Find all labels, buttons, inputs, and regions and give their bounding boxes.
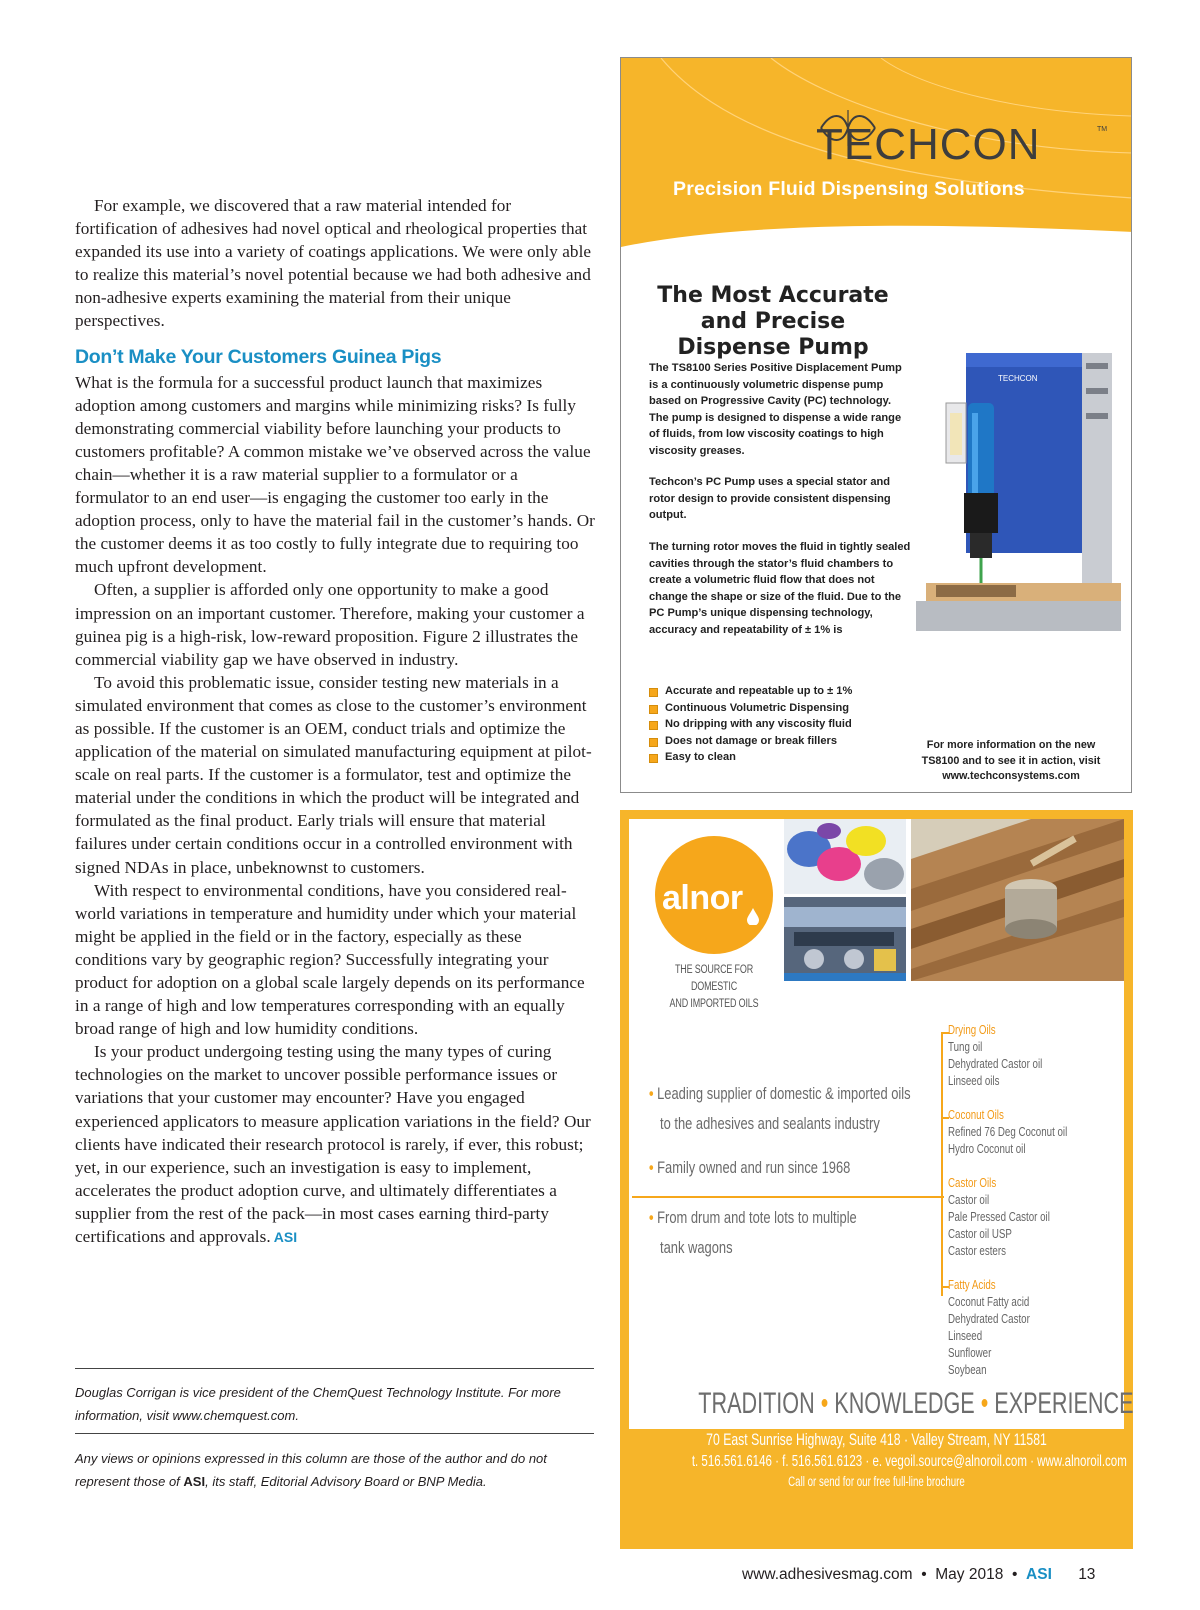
ad-headline-line: Dispense Pump bbox=[677, 335, 869, 360]
printing-press-image bbox=[784, 897, 906, 981]
article-paragraph-last bbox=[75, 1040, 595, 1249]
article-paragraph: With respect to environmental conditions, have you considered real-world variations in temperature and humidity under which your material might be applied in the field or in the factory, especially as these conditions vary by geographic region? Successfully integrating your product for adoption on a global scale largely depends on its performance in a range of high and low temperatures corresponding with an equally broad range of high and low humidity conditions. bbox=[75, 880, 585, 1039]
page-number: 13 bbox=[1078, 1566, 1096, 1583]
oil-item: Castor esters bbox=[948, 1244, 1006, 1258]
article-paragraph-text: Is your product undergoing testing using the many types of curing technologies on the market to uncover possible performance issues or variations that your customer may encounter? Have you engaged experienced applicators to measure application variations in the field? Our clients have indicated their research protocol is rarely, if ever, this robust; yet, in our experience, such an investigation is easy to implement, accelerates the product adoption curve, and ultimately differentiates a supplier from the rest of the pack—in most cases earning third-party certifications and approvals. bbox=[75, 1042, 591, 1247]
selling-point bbox=[649, 1158, 850, 1178]
feature-item: Does not damage or break fillers bbox=[649, 733, 852, 750]
oil-group-drying bbox=[948, 1022, 1042, 1090]
selling-point bbox=[649, 1084, 911, 1104]
disclaimer-text: Any views or opinions expressed in this column are those of the author and do not represent those of bbox=[75, 1451, 547, 1489]
alnor-address: 70 East Sunrise Highway, Suite 418 · Valley Stream, NY 11581 bbox=[706, 1430, 1047, 1449]
feature-item: No dripping with any viscosity fluid bbox=[649, 716, 852, 733]
page-footer bbox=[742, 1566, 1095, 1584]
oil-group-title: Drying Oils bbox=[948, 1023, 996, 1037]
oil-item: Tung oil bbox=[948, 1040, 983, 1054]
oil-group-coconut bbox=[948, 1107, 1067, 1158]
end-mark: ASI bbox=[273, 1229, 298, 1246]
techcon-logo: TECHCON bbox=[816, 120, 1041, 169]
disclaimer-text-end: , its staff, Editorial Advisory Board or BNP Media. bbox=[205, 1474, 487, 1489]
ad-tagline: Precision Fluid Dispensing Solutions bbox=[673, 178, 1025, 200]
ad-headline bbox=[643, 283, 903, 361]
ad-body-text: The turning rotor moves the fluid in tightly sealed cavities through the stator’s fluid chambers to create a volumetric fluid flow that does not change the shape or size of the fluid. Due to the PC Pump’s unique dispensing technology, accuracy and repeatability of ± 1% is bbox=[649, 541, 911, 636]
machine-label: TECHCON bbox=[998, 374, 1038, 383]
dispense-pump-image bbox=[906, 343, 1121, 643]
selling-point-text: From drum and tote lots to multiple bbox=[657, 1208, 857, 1227]
alnor-cta: Call or send for our free full-line brochure bbox=[788, 1474, 965, 1489]
article-column bbox=[75, 194, 595, 1249]
alnor-ad-panel bbox=[629, 819, 1134, 1429]
footer-brand: ASI bbox=[1026, 1566, 1052, 1583]
divider bbox=[75, 1368, 594, 1369]
selling-point-continued: tank wagons bbox=[660, 1238, 733, 1257]
selling-point-text: Family owned and run since 1968 bbox=[657, 1158, 851, 1177]
disclaimer-brand: ASI bbox=[183, 1474, 206, 1489]
oil-item: Linseed oils bbox=[948, 1074, 1000, 1088]
footer-separator: • bbox=[1011, 1566, 1018, 1583]
oil-group-title: Castor Oils bbox=[948, 1176, 997, 1190]
alnor-logo: alnor bbox=[662, 879, 743, 917]
trademark: TM bbox=[1097, 126, 1108, 133]
footer-date: May 2018 bbox=[935, 1566, 1004, 1583]
alnor-contact[interactable]: t. 516.561.6146 · f. 516.561.6123 · e. vegoil.source@alnoroil.com · www.alnoroil.com bbox=[691, 1453, 1127, 1470]
feature-item: Continuous Volumetric Dispensing bbox=[649, 700, 852, 717]
bullet-icon: • bbox=[649, 1084, 658, 1103]
techcon-ad[interactable] bbox=[620, 57, 1132, 793]
paint-cans-image bbox=[784, 819, 906, 894]
oil-group-castor bbox=[948, 1175, 1050, 1260]
selling-point bbox=[649, 1208, 857, 1228]
motto-separator: • bbox=[820, 1387, 829, 1420]
feature-item: Easy to clean bbox=[649, 749, 852, 766]
oil-group-fatty-acids bbox=[948, 1277, 1030, 1379]
oil-drop-icon bbox=[746, 907, 760, 925]
selling-point-text: Leading supplier of domestic & imported oils bbox=[657, 1084, 911, 1103]
oil-item: Sunflower bbox=[948, 1346, 992, 1360]
oil-item: Coconut Fatty acid bbox=[948, 1295, 1030, 1309]
article-paragraph: To avoid this problematic issue, consider testing new materials in a simulated environment that comes as close to the customer’s environment as possible. If the customer is an OEM, conduct trials and optimize the application of the material on simulated manufacturing equipment at pilot-scale on real parts. If the customer is a formulator, test and optimize the material under the conditions in which the product will be integrated and formulated as the final product. Early trials will ensure that material failures under certain conditions occur in a controlled environment with signed NDAs in place, unbeknownst to customers. bbox=[75, 672, 592, 877]
motto-word: EXPERIENCE bbox=[994, 1387, 1134, 1420]
oil-item: Pale Pressed Castor oil bbox=[948, 1210, 1050, 1224]
ad-body-text: Techcon’s PC Pump uses a special stator and rotor design to provide consistent dispensing output. bbox=[649, 476, 891, 521]
connector-line bbox=[632, 1196, 944, 1198]
oil-item: Linseed bbox=[948, 1329, 983, 1343]
footer-url[interactable]: www.adhesivesmag.com bbox=[742, 1566, 913, 1583]
oil-item: Soybean bbox=[948, 1363, 987, 1377]
alnor-slogan-line: THE SOURCE FOR DOMESTIC bbox=[674, 964, 754, 993]
ad-body-text: The TS8100 Series Positive Displacement Pump is a continuously volumetric dispense pump based on Progressive Cavity (PC) technology. The pump is designed to dispense a wide range of fluids, from low viscosity coatings to high viscosity greases. bbox=[649, 362, 902, 457]
oil-item: Castor oil bbox=[948, 1193, 990, 1207]
disclaimer bbox=[75, 1447, 585, 1493]
oil-item: Dehydrated Castor bbox=[948, 1312, 1030, 1326]
wood-deck-photo bbox=[911, 819, 1124, 981]
alnor-slogan-line: AND IMPORTED OILS bbox=[669, 998, 759, 1010]
alnor-motto bbox=[698, 1387, 1134, 1421]
ad-headline-line: The Most Accurate bbox=[657, 283, 889, 308]
feature-item: Accurate and repeatable up to ± 1% bbox=[649, 683, 852, 700]
ad-headline-line: and Precise bbox=[700, 309, 846, 334]
article-paragraph: What is the formula for a successful product launch that maximizes adoption among customers and margins while minimizing risks? Is fully demonstrating commercial viability before launching your products to customers profitable? A common mistake we’ve observed across the value chain—whether it is a raw material supplier to a formulator or a formulator to an end user—is engaging the customer too early in the adoption process, only to have the material fail in the customer’s hands. Or the customer deems it as too costly to fully integrate due to requiring too much upfront development. bbox=[75, 372, 595, 577]
paint-cans-photo bbox=[784, 819, 906, 894]
divider bbox=[75, 1433, 594, 1434]
section-heading: Don’t Make Your Customers Guinea Pigs bbox=[75, 345, 442, 368]
article-paragraph: For example, we discovered that a raw material intended for fortification of adhesives had novel optical and rheological properties that expanded its use into a variety of coatings applications. We were only able to realize this material’s novel potential because we had both adhesive and non-adhesive experts examining the material from their unique perspectives. bbox=[75, 196, 592, 331]
footer-separator: • bbox=[921, 1566, 927, 1583]
motto-word: TRADITION bbox=[698, 1387, 815, 1420]
bullet-icon: • bbox=[649, 1158, 658, 1177]
selling-point-continued: to the adhesives and sealants industry bbox=[660, 1114, 880, 1133]
wood-deck-image bbox=[911, 819, 1124, 981]
alnor-slogan bbox=[656, 962, 773, 1013]
oil-item: Refined 76 Deg Coconut oil bbox=[948, 1125, 1068, 1139]
article-paragraph: Often, a supplier is afforded only one opportunity to make a good impression on an important customer. Therefore, making your customer a guinea pig is a high-risk, low-reward proposition. Figure 2 illustrates the commercial viability gap we have observed in industry. bbox=[75, 580, 585, 669]
motto-separator: • bbox=[980, 1387, 989, 1420]
ad-more-info[interactable]: For more information on the new TS8100 and to see it in action, visit www.techconsystems.com bbox=[921, 739, 1101, 782]
oil-item: Castor oil USP bbox=[948, 1227, 1012, 1241]
motto-word: KNOWLEDGE bbox=[834, 1387, 975, 1420]
author-bio: Douglas Corrigan is vice president of the ChemQuest Technology Institute. For more information, visit www.chemquest.com. bbox=[75, 1385, 561, 1423]
feature-list bbox=[649, 683, 852, 766]
oil-item: Dehydrated Castor oil bbox=[948, 1057, 1043, 1071]
bullet-icon: • bbox=[649, 1208, 658, 1227]
oil-group-title: Fatty Acids bbox=[948, 1278, 996, 1292]
oil-group-title: Coconut Oils bbox=[948, 1108, 1004, 1122]
alnor-ad[interactable] bbox=[620, 810, 1133, 1549]
oil-item: Hydro Coconut oil bbox=[948, 1142, 1026, 1156]
printing-press-photo bbox=[784, 897, 906, 981]
